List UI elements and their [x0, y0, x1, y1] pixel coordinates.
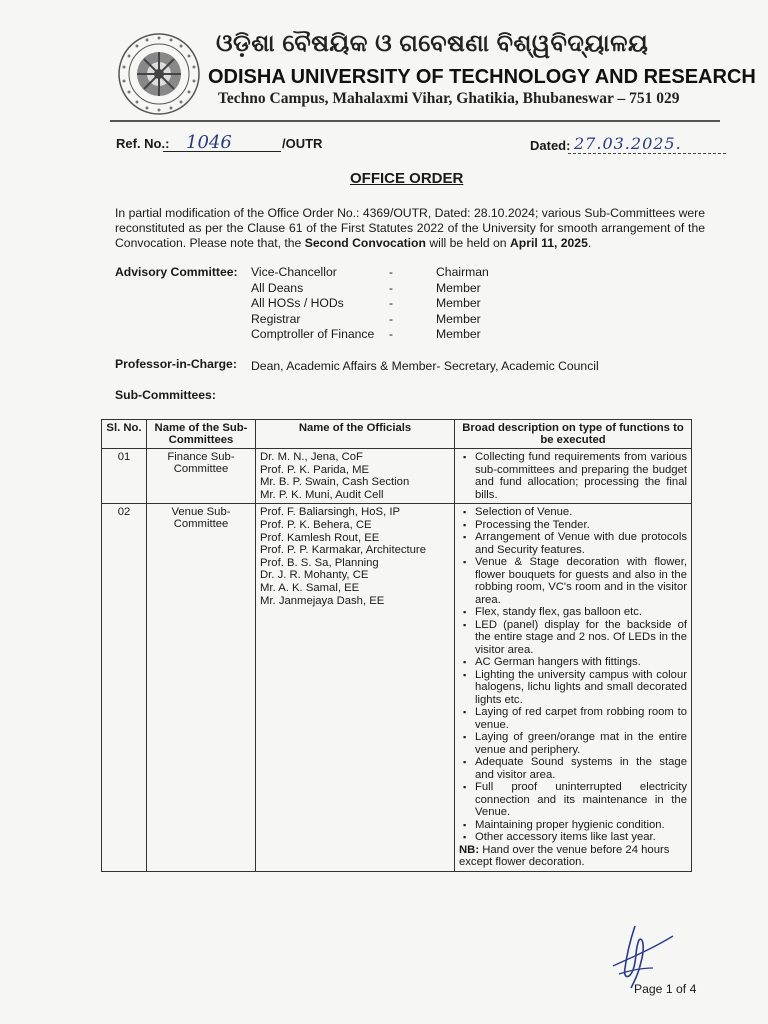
nb-label: NB:: [459, 843, 480, 856]
function-item: ▪ Venue & Stage decoration with flower, flower bouquets for guests and also in the robbing room, VC's room and in the visitor area.: [475, 556, 687, 606]
subcommittees-table: [101, 419, 692, 872]
member-role: Vice-Chancellor: [251, 265, 337, 279]
member-dash: -: [389, 327, 394, 341]
cell-officials: [256, 504, 455, 872]
function-item: ▪ Processing the Tender.: [475, 519, 687, 532]
member-dash: -: [389, 265, 394, 279]
function-item: ▪ Other accessory items like last year.: [475, 831, 687, 844]
university-address: Techno Campus, Mahalaxmi Vihar, Ghatikia, Bhubaneswar – 751 029: [218, 90, 680, 107]
advisory-committee-label: Advisory Committee:: [115, 265, 238, 279]
official-name: Prof. P. K. Behera, CE: [260, 518, 372, 531]
note-nb: [459, 844, 687, 869]
member-role: All Deans: [251, 280, 304, 295]
advisory-member: [251, 327, 516, 343]
advisory-member: [251, 265, 516, 281]
cell-subcommittee-name: Venue Sub-Committee: [147, 504, 256, 872]
member-position: Member: [436, 311, 481, 326]
intro-bold-date: April 11, 2025: [509, 236, 588, 250]
official-name: Prof. Kamlesh Rout, EE: [260, 531, 380, 544]
function-item: ▪ Full proof uninterrupted electricity connection and its maintenance in the Venue.: [475, 781, 687, 819]
function-item: ▪ AC German hangers with fittings.: [475, 656, 687, 669]
functions-list: [459, 506, 687, 844]
intro-mid: will be held on: [425, 236, 510, 250]
function-item: ▪ Collecting fund requirements from various sub-committees and preparing the budget and fund allocation; processing the final bills.: [475, 451, 687, 501]
member-position: Member: [436, 296, 481, 310]
ref-suffix: /OUTR: [282, 136, 323, 151]
official-name: Mr. P. K. Muni, Audit Cell: [260, 488, 384, 501]
cell-sl-no: 01: [102, 449, 147, 504]
function-item: ▪ Selection of Venue.: [475, 506, 687, 519]
intro-paragraph: [115, 206, 705, 251]
cell-functions: [455, 449, 692, 504]
intro-bold-convocation: Second Convocation: [304, 236, 426, 250]
member-role: All HOSs / HODs: [251, 296, 344, 310]
function-item: ▪ Maintaining proper hygienic condition.: [475, 819, 687, 832]
official-name: Mr. B. P. Swain, Cash Section: [260, 476, 410, 489]
document-title: OFFICE ORDER: [350, 170, 464, 187]
professor-in-charge-label: Professor-in-Charge:: [115, 357, 237, 371]
member-dash: -: [389, 311, 394, 326]
intro-end: .: [587, 236, 592, 250]
header-officials: Name of the Officials: [256, 420, 455, 449]
member-position: Chairman: [436, 265, 489, 279]
function-item: ▪ Laying of red carpet from robbing room to venue.: [475, 706, 687, 731]
member-role: Registrar: [251, 311, 301, 326]
header-divider: [110, 120, 720, 122]
function-item: ▪ Flex, standy flex, gas balloon etc.: [475, 606, 687, 619]
official-name: Mr. A. K. Samal, EE: [260, 581, 360, 594]
subcommittees-label: Sub-Committees:: [115, 388, 216, 402]
table-row: [102, 449, 692, 504]
advisory-member: [251, 281, 516, 297]
advisory-committee-list: [251, 265, 516, 343]
intro-text: In partial modification of the Office Order No.: 4369/OUTR, Dated: 28.10.2024; various Sub-Committees were reconstituted as per the Clause 61 of the First Statutes 2022 of the University for smooth arrangement of the Convocation. Please note that, the: [115, 206, 705, 250]
table-row: [102, 504, 692, 872]
university-title-odia: ଓଡ଼ିଶା ବୈଷୟିକ ଓ ଗବେଷଣା ବିଶ୍ୱବିଦ୍ୟାଳୟ: [216, 30, 649, 57]
advisory-member: [251, 296, 516, 312]
cell-sl-no: 02: [102, 504, 147, 872]
cell-subcommittee-name: Finance Sub-Committee: [147, 449, 256, 504]
university-seal-logo: [117, 32, 201, 116]
function-item: ▪ Arrangement of Venue with due protocols and Security features.: [475, 531, 687, 556]
member-dash: -: [389, 296, 394, 310]
official-name: Prof. F. Baliarsingh, HoS, IP: [260, 506, 401, 519]
date-handwritten: 27.03.2025.: [574, 134, 682, 153]
member-role: Comptroller of Finance: [251, 327, 375, 341]
subcommittees-table-wrapper: [101, 419, 692, 872]
page-number: Page 1 of 4: [634, 982, 697, 996]
university-name: ODISHA UNIVERSITY OF TECHNOLOGY AND RESEARCH: [208, 66, 756, 88]
member-position: Member: [436, 280, 481, 295]
cell-officials: [256, 449, 455, 504]
professor-in-charge-value: Dean, Academic Affairs & Member- Secretary, Academic Council: [251, 359, 599, 373]
function-item: ▪ Lighting the university campus with colour halogens, lichu lights and small decorated lights etc.: [475, 669, 687, 707]
official-name: Dr. J. R. Mohanty, CE: [260, 569, 369, 582]
official-name: Prof. B. S. Sa, Planning: [260, 556, 379, 569]
nb-text: Hand over the venue before 24 hours except flower decoration.: [459, 843, 670, 869]
functions-list: [459, 451, 687, 501]
table-header-row: [102, 420, 692, 449]
member-position: Member: [436, 327, 481, 341]
member-dash: -: [389, 280, 394, 295]
cell-functions: [455, 504, 692, 872]
official-name: Prof. P. K. Parida, ME: [260, 463, 370, 476]
advisory-member: [251, 312, 516, 328]
official-name: Prof. P. P. Karmakar, Architecture: [260, 544, 426, 557]
ref-number-handwritten: 1046: [186, 132, 232, 153]
official-name: Mr. Janmejaya Dash, EE: [260, 594, 385, 607]
function-item: ▪ LED (panel) display for the backside of the entire stage and 2 nos. Of LEDs in the visitor area.: [475, 619, 687, 657]
header-functions: Broad description on type of functions to be executed: [455, 420, 692, 449]
dated-label: Dated:: [530, 138, 571, 153]
dated-blank-line: [568, 153, 726, 154]
header-sl-no: Sl. No.: [102, 420, 147, 449]
ref-label: Ref. No.:: [116, 136, 170, 151]
official-name: Dr. M. N., Jena, CoF: [260, 451, 363, 463]
function-item: ▪ Adequate Sound systems in the stage and visitor area.: [475, 756, 687, 781]
header-subcommittee-name: Name of the Sub-Committees: [147, 420, 256, 449]
function-item: ▪ Laying of green/orange mat in the entire venue and periphery.: [475, 731, 687, 756]
